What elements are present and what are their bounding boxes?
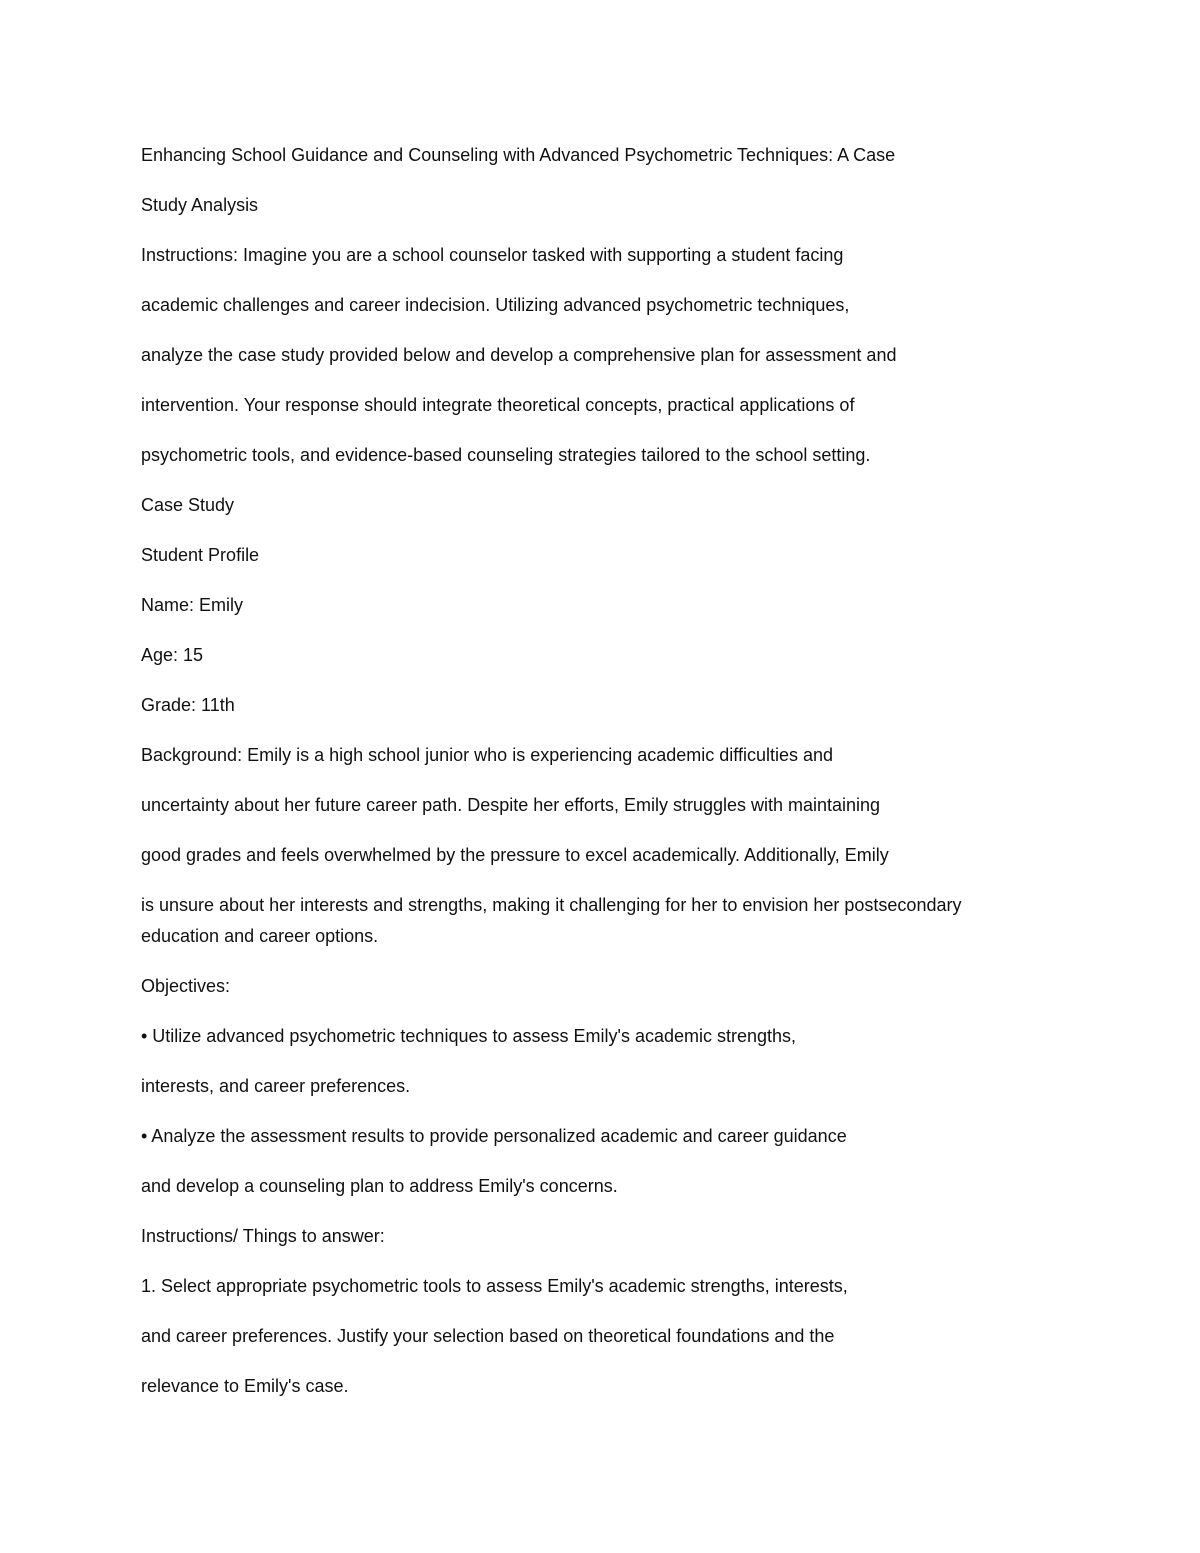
background-line-5: education and career options. [141, 926, 379, 946]
document-body [141, 140, 1071, 1421]
objective-2-line-1: • Analyze the assessment results to provide personalized academic and career guidance [141, 1126, 847, 1146]
instructions-line-3: analyze the case study provided below and develop a comprehensive plan for assessment and [141, 345, 897, 365]
background-line-1: Background: Emily is a high school junior who is experiencing academic difficulties and [141, 745, 834, 765]
objective-1-line-1: • Utilize advanced psychometric techniques to assess Emily's academic strengths, [141, 1026, 797, 1046]
student-grade: Grade: 11th [141, 695, 235, 715]
objective-2-line-2: and develop a counseling plan to address Emily's concerns. [141, 1176, 618, 1196]
background-line-2: uncertainty about her future career path. Despite her efforts, Emily struggles with maintaining [141, 795, 881, 815]
background-line-4: is unsure about her interests and strengths, making it challenging for her to envision her postsecondary [141, 895, 962, 915]
things-to-answer-heading: Instructions/ Things to answer: [141, 1226, 385, 1246]
instructions-line-1: Instructions: Imagine you are a school counselor tasked with supporting a student facing [141, 245, 844, 265]
student-age: Age: 15 [141, 645, 204, 665]
question-1-line-1: 1. Select appropriate psychometric tools to assess Emily's academic strengths, interests, [141, 1276, 848, 1296]
background-line-3: good grades and feels overwhelmed by the pressure to excel academically. Additionally, Emily [141, 845, 889, 865]
student-profile-heading: Student Profile [141, 545, 260, 565]
objectives-heading: Objectives: [141, 976, 231, 996]
instructions-line-4: intervention. Your response should integrate theoretical concepts, practical applications of [141, 395, 855, 415]
instructions-line-2: academic challenges and career indecision. Utilizing advanced psychometric techniques, [141, 295, 850, 315]
question-1-line-3: relevance to Emily's case. [141, 1376, 349, 1396]
title-line-2: Study Analysis [141, 195, 259, 215]
instructions-line-5: psychometric tools, and evidence-based counseling strategies tailored to the school setting. [141, 445, 871, 465]
objective-1-line-2: interests, and career preferences. [141, 1076, 411, 1096]
case-study-heading: Case Study [141, 495, 235, 515]
student-name: Name: Emily [141, 595, 244, 615]
title-line-1: Enhancing School Guidance and Counseling with Advanced Psychometric Techniques: A Case [141, 145, 896, 165]
question-1-line-2: and career preferences. Justify your selection based on theoretical foundations and the [141, 1326, 835, 1346]
